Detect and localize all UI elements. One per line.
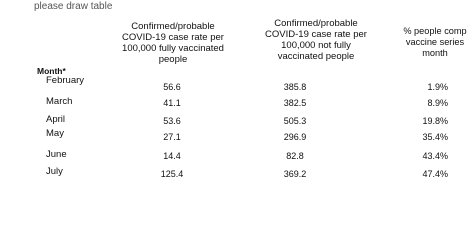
not-fully-vaccinated-rate-cell: 82.8 [286, 151, 304, 161]
fully-vaccinated-rate-cell: 27.1 [163, 132, 181, 142]
header-line: 100,000 not fully [281, 40, 351, 51]
percent-completed-cell: 35.4% [422, 132, 448, 142]
not-fully-vaccinated-rate-cell: 296.9 [283, 132, 307, 142]
header-line: % people comp [403, 26, 467, 36]
header-line: vaccine series [405, 37, 465, 47]
table-row [0, 96, 476, 112]
table-row [0, 166, 476, 182]
fully-vaccinated-rate-cell: 56.6 [163, 82, 181, 92]
percent-completed-cell: 47.4% [422, 169, 448, 179]
month-cell: May [46, 128, 64, 139]
header-month: Month* [37, 66, 66, 76]
table-row [0, 149, 476, 165]
fully-vaccinated-rate-cell: 14.4 [163, 151, 181, 161]
month-cell: June [46, 149, 67, 160]
fully-vaccinated-rate-cell: 53.6 [163, 116, 181, 126]
month-cell: April [46, 114, 66, 125]
month-cell: March [46, 96, 73, 107]
fully-vaccinated-rate-cell: 125.4 [160, 169, 184, 179]
month-cell: February [46, 75, 85, 86]
percent-completed-cell: 43.4% [422, 151, 448, 161]
fully-vaccinated-rate-cell: 41.1 [163, 98, 181, 108]
header-line: month [422, 48, 448, 58]
not-fully-vaccinated-rate-cell: 505.3 [283, 116, 307, 126]
prompt-text: please draw table [34, 1, 113, 12]
header-line: COVID-19 case rate per [265, 29, 367, 40]
percent-completed-cell: 19.8% [422, 116, 448, 126]
not-fully-vaccinated-rate-cell: 385.8 [283, 82, 307, 92]
table-row [0, 75, 476, 91]
not-fully-vaccinated-rate-cell: 382.5 [283, 98, 307, 108]
header-line: Confirmed/probable [131, 21, 215, 32]
header-fully-vaccinated-rate [103, 21, 243, 65]
table-row [0, 128, 476, 144]
header-not-fully-vaccinated-rate [250, 18, 382, 62]
header-line: 100,000 fully vaccinated [122, 43, 224, 54]
header-percent-completed-series [385, 26, 476, 59]
percent-completed-cell: 1.9% [427, 82, 448, 92]
not-fully-vaccinated-rate-cell: 369.2 [283, 169, 307, 179]
header-line: COVID-19 case rate per [122, 32, 224, 43]
header-line: people [158, 54, 188, 65]
month-cell: July [46, 166, 63, 177]
header-line: vaccinated people [277, 51, 355, 62]
percent-completed-cell: 8.9% [427, 98, 448, 108]
header-line: Confirmed/probable [274, 18, 358, 29]
